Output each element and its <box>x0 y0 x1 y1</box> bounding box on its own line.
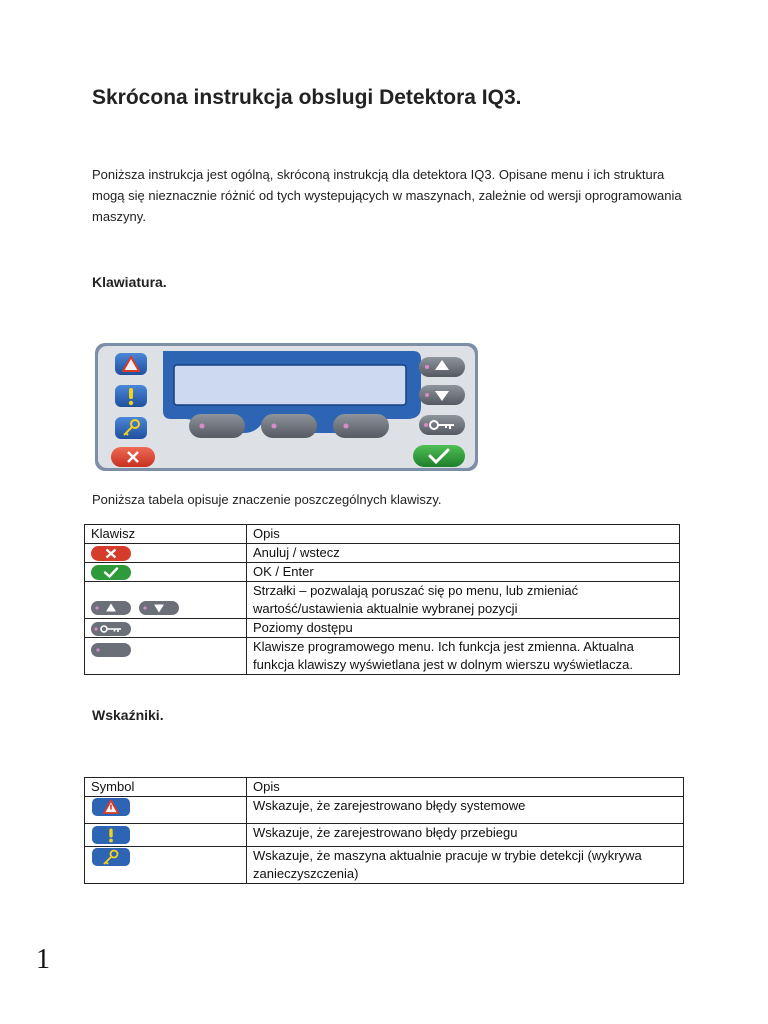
row-description: Anuluj / wstecz <box>247 544 680 563</box>
table-row <box>85 619 680 638</box>
section-heading-indicators: Wskaźniki. <box>92 707 164 723</box>
table-row <box>85 638 680 675</box>
header-cell-key: Klawisz <box>85 525 247 544</box>
keyboard-table-caption: Poniższa tabela opisuje znaczenie poszczególnych klawiszy. <box>92 492 442 507</box>
table-row <box>85 824 684 847</box>
row-description: Klawisze programowego menu. Ich funkcja jest zmienna. Aktualna funkcja klawiszy wyświetlana jest w dolnym wierszu wyświetlacza. <box>247 638 680 675</box>
table-header-row <box>85 778 684 797</box>
intro-paragraph: Poniższa instrukcja jest ogólną, skróconą instrukcją dla detektora IQ3. Opisane menu i ich struktura mogą się nieznacznie różnić od tych wystepujących w maszynach, zależnie od wersji oprogramowania maszyny. <box>92 167 682 224</box>
row-description: OK / Enter <box>247 563 680 582</box>
indicators-table <box>84 777 684 884</box>
table-row <box>85 797 684 824</box>
section-heading-keyboard: Klawiatura. <box>92 274 167 290</box>
arrow-down-key-icon <box>139 601 179 615</box>
row-description: Wskazuje, że maszyna aktualnie pracuje w trybie detekcji (wykrywa zanieczyszczenia) <box>247 847 684 884</box>
table-row <box>85 582 680 619</box>
run-fault-exclamation-icon <box>91 825 131 845</box>
cancel-key-icon <box>91 546 131 561</box>
row-description: Wskazuje, że zarejestrowano błędy przebiegu <box>247 824 684 847</box>
table-row <box>85 563 680 582</box>
ok-key-icon <box>91 565 131 580</box>
table-row <box>85 544 680 563</box>
row-description: Poziomy dostępu <box>247 619 680 638</box>
access-key-icon <box>91 622 131 636</box>
header-cell-symbol: Symbol <box>85 778 247 797</box>
page-number: 1 <box>36 944 50 975</box>
row-description: Wskazuje, że zarejestrowano błędy systemowe <box>247 797 684 824</box>
page-title: Skrócona instrukcja obslugi Detektora IQ3. <box>92 86 522 109</box>
table-header-row <box>85 525 680 544</box>
system-fault-warning-icon <box>91 797 131 817</box>
header-cell-description: Opis <box>247 525 680 544</box>
detect-mode-probe-icon <box>91 847 131 867</box>
row-description: Strzałki – pozwalają poruszać się po menu, lub zmieniać wartość/ustawienia aktualnie wybranej pozycji <box>247 582 680 619</box>
keyboard-panel-image <box>95 343 480 473</box>
header-cell-description: Opis <box>247 778 684 797</box>
table-row <box>85 847 684 884</box>
keys-table <box>84 524 680 675</box>
soft-key-icon <box>91 643 131 657</box>
arrow-up-key-icon <box>91 601 131 615</box>
